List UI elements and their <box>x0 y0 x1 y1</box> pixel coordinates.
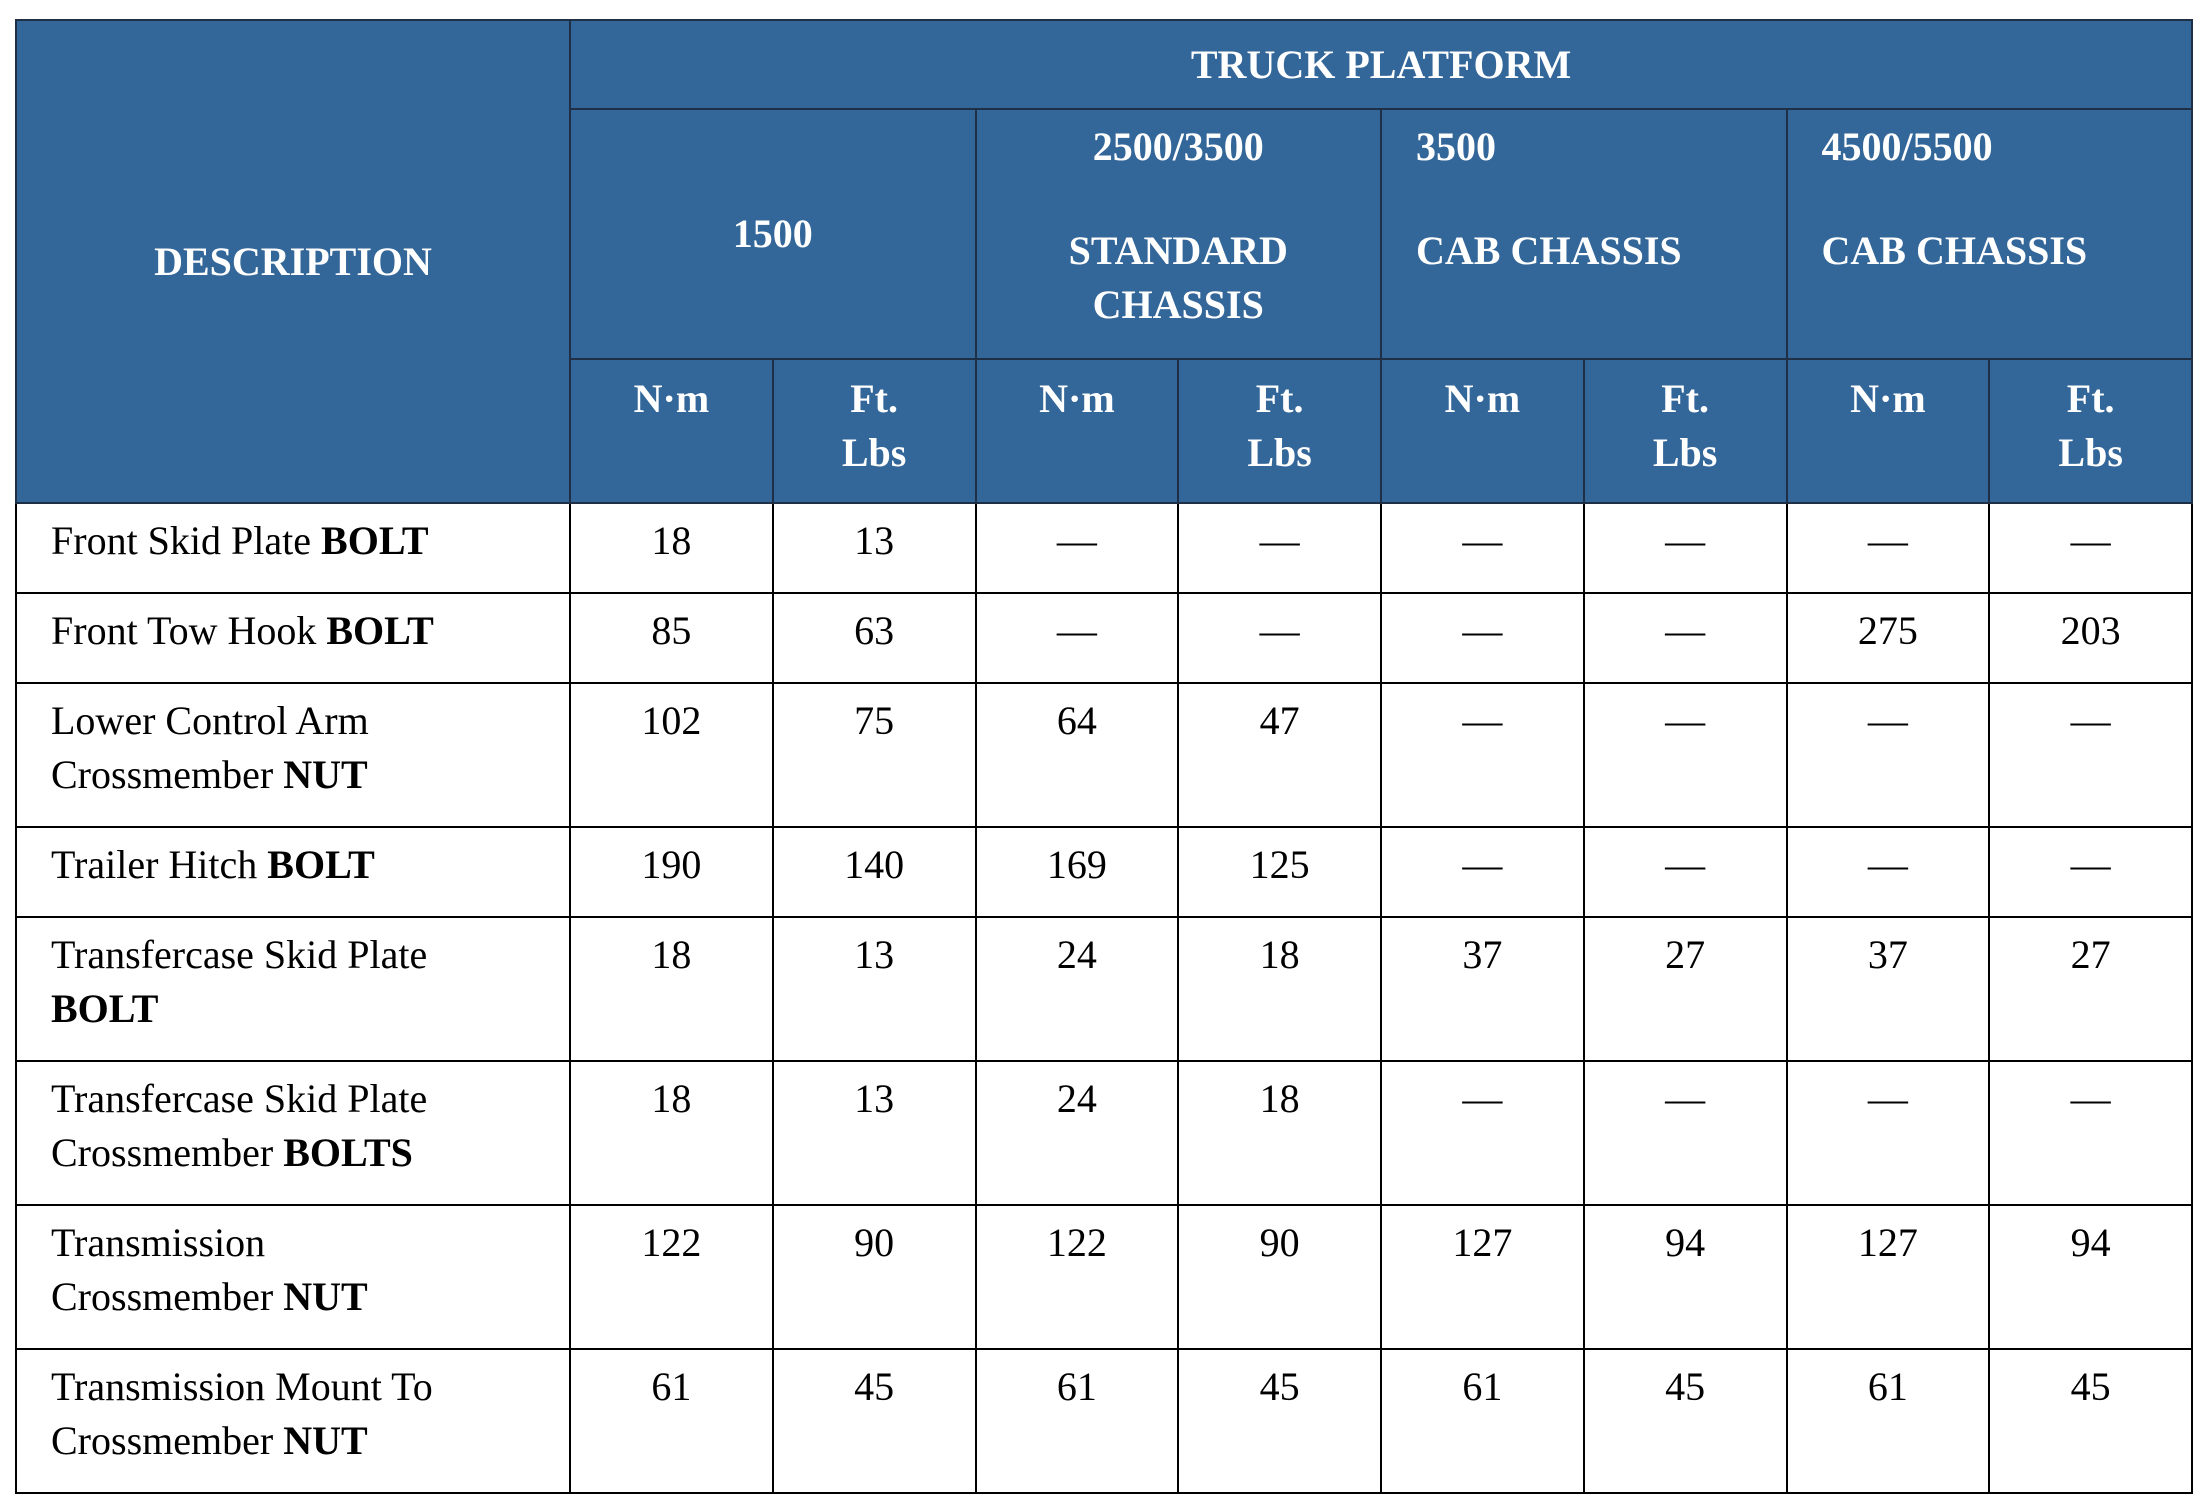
table-cell: — <box>1787 1061 1990 1205</box>
table-cell: 24 <box>976 1061 1179 1205</box>
table-cell: — <box>1787 683 1990 827</box>
table-cell: — <box>1989 503 2192 593</box>
row-description: Front Skid Plate BOLT <box>16 503 570 593</box>
table-row <box>16 683 2192 827</box>
row-description: Lower Control Arm Crossmember NUT <box>16 683 570 827</box>
unit-header-ft-lbs: Ft. Lbs <box>773 359 976 503</box>
table-cell: — <box>1381 827 1584 917</box>
platform-4500-5500-header: 4500/5500 CAB CHASSIS <box>1787 109 2193 359</box>
table-row <box>16 1061 2192 1205</box>
table-row <box>16 827 2192 917</box>
table-cell: 27 <box>1584 917 1787 1061</box>
table-row <box>16 1205 2192 1349</box>
table-cell: 169 <box>976 827 1179 917</box>
table-cell: 18 <box>570 917 773 1061</box>
table-cell: 27 <box>1989 917 2192 1061</box>
table-cell: — <box>1989 827 2192 917</box>
table-cell: — <box>1381 683 1584 827</box>
table-row <box>16 503 2192 593</box>
table-cell: — <box>1584 827 1787 917</box>
table-cell: — <box>1584 503 1787 593</box>
row-description: Trailer Hitch BOLT <box>16 827 570 917</box>
table-cell: 37 <box>1381 917 1584 1061</box>
table-cell: — <box>1381 1061 1584 1205</box>
table-cell: 190 <box>570 827 773 917</box>
table-cell: — <box>976 503 1179 593</box>
unit-header-nm: N·m <box>570 359 773 503</box>
table-cell: — <box>1989 1061 2192 1205</box>
table-cell: — <box>1787 827 1990 917</box>
table-cell: — <box>1178 503 1381 593</box>
table-cell: 61 <box>1787 1349 1990 1493</box>
table-cell: 203 <box>1989 593 2192 683</box>
table-cell: 275 <box>1787 593 1990 683</box>
description-header: DESCRIPTION <box>16 20 570 503</box>
table-row <box>16 917 2192 1061</box>
table-cell: — <box>1584 683 1787 827</box>
table-cell: 13 <box>773 917 976 1061</box>
table-cell: 127 <box>1787 1205 1990 1349</box>
table-cell: 102 <box>570 683 773 827</box>
table-cell: 18 <box>1178 1061 1381 1205</box>
table-cell: 13 <box>773 503 976 593</box>
table-cell: — <box>1989 683 2192 827</box>
table-cell: — <box>1584 593 1787 683</box>
table-cell: 127 <box>1381 1205 1584 1349</box>
unit-header-nm: N·m <box>976 359 1179 503</box>
table-cell: — <box>976 593 1179 683</box>
table-cell: 61 <box>570 1349 773 1493</box>
table-cell: 61 <box>1381 1349 1584 1493</box>
table-cell: 122 <box>570 1205 773 1349</box>
table-row <box>16 1349 2192 1493</box>
row-description: Transfercase Skid Plate BOLT <box>16 917 570 1061</box>
table-cell: 45 <box>1989 1349 2192 1493</box>
unit-header-ft-lbs: Ft. Lbs <box>1178 359 1381 503</box>
table-cell: 94 <box>1584 1205 1787 1349</box>
table-cell: 18 <box>570 1061 773 1205</box>
row-description: Transmission Crossmember NUT <box>16 1205 570 1349</box>
table-cell: 63 <box>773 593 976 683</box>
table-cell: 85 <box>570 593 773 683</box>
table-cell: 47 <box>1178 683 1381 827</box>
platform-2500-3500-header: 2500/3500 STANDARD CHASSIS <box>976 109 1382 359</box>
table-cell: 45 <box>1584 1349 1787 1493</box>
unit-header-nm: N·m <box>1787 359 1990 503</box>
unit-header-ft-lbs: Ft. Lbs <box>1584 359 1787 503</box>
table-cell: 75 <box>773 683 976 827</box>
platform-1500-header: 1500 <box>570 109 976 359</box>
table-row <box>16 593 2192 683</box>
row-description: Transmission Mount To Crossmember NUT <box>16 1349 570 1493</box>
table-cell: 125 <box>1178 827 1381 917</box>
table-cell: — <box>1787 503 1990 593</box>
table-cell: 18 <box>1178 917 1381 1061</box>
table-body <box>16 503 2192 1493</box>
table-cell: 37 <box>1787 917 1990 1061</box>
row-description: Front Tow Hook BOLT <box>16 593 570 683</box>
unit-header-ft-lbs: Ft. Lbs <box>1989 359 2192 503</box>
table-cell: 90 <box>1178 1205 1381 1349</box>
table-cell: 45 <box>773 1349 976 1493</box>
table-cell: 94 <box>1989 1205 2192 1349</box>
table-cell: 13 <box>773 1061 976 1205</box>
table-cell: 18 <box>570 503 773 593</box>
truck-platform-header: TRUCK PLATFORM <box>570 20 2192 109</box>
table-cell: 140 <box>773 827 976 917</box>
table-cell: 45 <box>1178 1349 1381 1493</box>
table-cell: — <box>1584 1061 1787 1205</box>
platform-3500-header: 3500 CAB CHASSIS <box>1381 109 1787 359</box>
table-header <box>16 20 2192 503</box>
table-cell: 24 <box>976 917 1179 1061</box>
table-cell: — <box>1381 593 1584 683</box>
table-cell: 122 <box>976 1205 1179 1349</box>
table-cell: 90 <box>773 1205 976 1349</box>
unit-header-nm: N·m <box>1381 359 1584 503</box>
table-cell: — <box>1381 503 1584 593</box>
torque-spec-table <box>15 19 2193 1494</box>
table-cell: 64 <box>976 683 1179 827</box>
table-cell: 61 <box>976 1349 1179 1493</box>
table-cell: — <box>1178 593 1381 683</box>
row-description: Transfercase Skid Plate Crossmember BOLTS <box>16 1061 570 1205</box>
